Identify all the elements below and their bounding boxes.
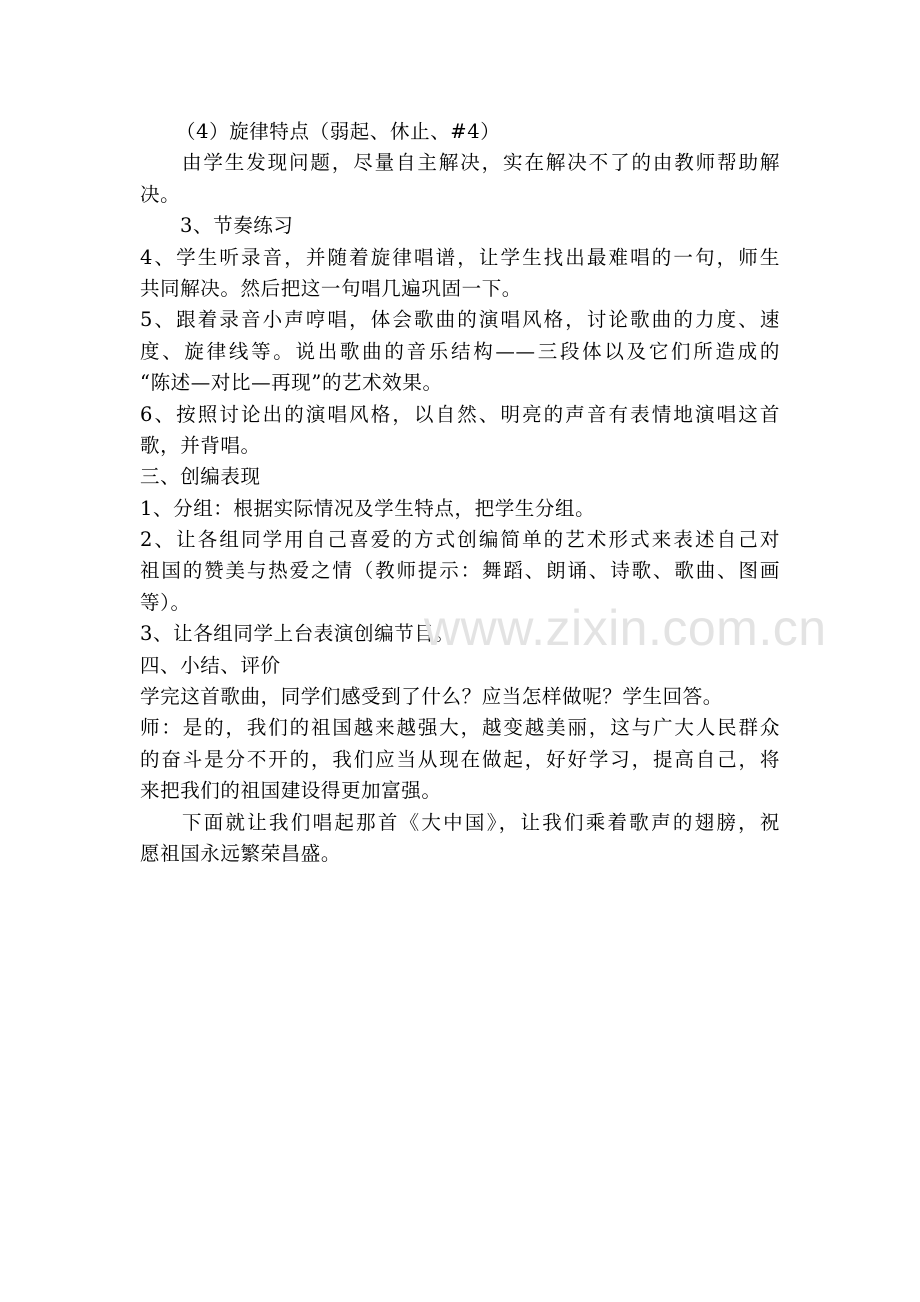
- text-line: 来把我们的祖国建设得更加富强。: [140, 779, 442, 803]
- text-line: 共同解决。然后把这一句唱几遍巩固一下。: [140, 276, 522, 300]
- text-line: 由学生发现问题，尽量自主解决，实在解决不了的由教师帮助解: [182, 151, 780, 175]
- text-line: 2、让各组同学用自己喜爱的方式创编简单的艺术形式来表述自己对: [140, 528, 780, 552]
- text-line-heading-3: 3、节奏练习: [180, 214, 294, 238]
- text-line: 5、跟着录音小声哼唱，体会歌曲的演唱风格，讨论歌曲的力度、速: [140, 308, 780, 332]
- text-line: 的奋斗是分不开的，我们应当从现在做起，好好学习，提高自己，将: [140, 747, 780, 771]
- section-heading-summary: 四、小结、评价: [140, 653, 281, 677]
- text-line: “陈述—对比—再现”的艺术效果。: [140, 371, 443, 395]
- text-line: 1、分组：根据实际情况及学生特点，把学生分组。: [140, 496, 596, 520]
- text-line: 师：是的，我们的祖国越来越强大，越变越美丽，这与广大人民群众: [140, 716, 780, 740]
- text-line: 愿祖国永远繁荣昌盛。: [140, 841, 342, 865]
- text-line: 歌，并背唱。: [140, 433, 261, 457]
- text-line-heading-4: （4）旋律特点（弱起、休止、#4）: [176, 120, 501, 143]
- section-heading-create: 三、创编表现: [140, 465, 261, 489]
- text-line: 下面就让我们唱起那首《大中国》，让我们乘着歌声的翅膀，祝: [182, 810, 780, 834]
- text-line: 度、旋律线等。说出歌曲的音乐结构——三段体以及它们所造成的: [140, 339, 780, 363]
- text-line: 4、学生听录音，并随着旋律唱谱，让学生找出最难唱的一句，师生: [140, 245, 780, 269]
- text-line: 学完这首歌曲，同学们感受到了什么？应当怎样做呢？学生回答。: [140, 685, 723, 709]
- text-line: 等）。: [140, 590, 191, 614]
- text-line: 6、按照讨论出的演唱风格，以自然、明亮的声音有表情地演唱这首: [140, 402, 780, 426]
- document-body: [140, 116, 780, 869]
- text-line: 决。: [140, 182, 181, 206]
- watermark-text: www.zixin.com.cn: [424, 600, 827, 656]
- text-line: 3、让各组同学上台表演创编节目。: [140, 622, 455, 646]
- text-line: 祖国的赞美与热爱之情（教师提示：舞蹈、朗诵、诗歌、歌曲、图画: [140, 559, 780, 583]
